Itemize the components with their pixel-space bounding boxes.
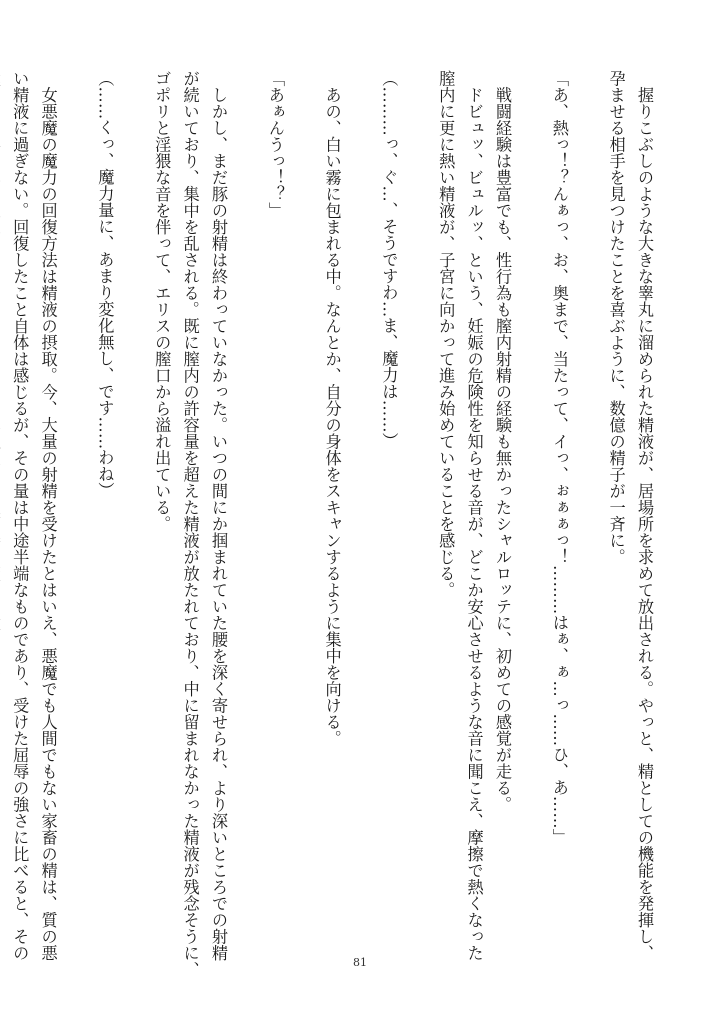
text-line-4: 戦闘経験は豊富でも、性行為も膣内射精の経験も無かったシャルロッテに、初めての感覚が走る。	[493, 70, 512, 813]
text-line-13: （……くっ、魔力量に、あまり変化無し、です……わね）	[95, 70, 115, 499]
blank-line	[573, 70, 601, 950]
text-line-12: ゴポリと淫猥な音を伴って、エリスの膣口から溢れ出ている。	[152, 70, 172, 532]
text-line-7: （………っ、ぐ…、そうですわ…ま、魔力は……）	[379, 70, 399, 450]
text-line-9: 「あぁんうっ！？」	[265, 70, 285, 219]
text-line-1: 握りこぶしのような大きな睾丸に溜められた精液が、居場所を求めて放出される。やっと、精としての機能を発揮し、	[635, 70, 654, 961]
text-line-14: 女悪魔の魔力の回復方法は精液の摂取。今、大量の射精を受けたとはいえ、悪魔でも人間でもない家畜の精は、質の悪	[38, 70, 58, 961]
text-line-10: しかし、まだ豚の射精は終わっていなかった。いつの間にか掴まれていた腰を深く寄せられ、より深いところでの射精	[209, 70, 228, 961]
text-line-8: あの、白い霧に包まれる中。なんとか、自分の身体をスキャンするように集中を向ける。	[322, 70, 342, 747]
text-line-2: 孕ませる相手を見つけたことを喜ぶように、数億の精子が一斉に。	[606, 70, 626, 565]
blank-line	[516, 70, 544, 950]
blank-line	[402, 70, 430, 950]
blank-line	[62, 70, 90, 950]
text-line-15: い精液に過ぎない。回復したこと自体は感じるが、その量は中途半端なものであり、受けた屈辱の強さに比べると、その	[10, 70, 30, 961]
page-number: 81	[353, 956, 367, 969]
text-line-3: 「あ、熱っ！？んぁっ、お、奥まで、当たって、イっ、ぉぁぁっ！………はぁ、ぁ…っ……ひ、あ……」	[549, 70, 569, 846]
text-line-5: ドビュッ、ビュルッ、という、妊娠の危険性を知らせる音が、どこか安心させるような音に聞こえ、摩擦で熱くなった	[464, 70, 484, 961]
blank-line	[118, 70, 146, 950]
text-line-11: が続いており、集中を乱される。既に膣内の許容量を超えた精液が放たれており、中に留まれなかった精液が残念そうに、	[180, 70, 200, 978]
text-line-6: 膣内に更に熱い精液が、子宮に向かって進み始めていることを感じる。	[436, 70, 456, 598]
blank-line	[289, 70, 317, 950]
blank-line	[232, 70, 260, 950]
blank-line	[346, 70, 374, 950]
